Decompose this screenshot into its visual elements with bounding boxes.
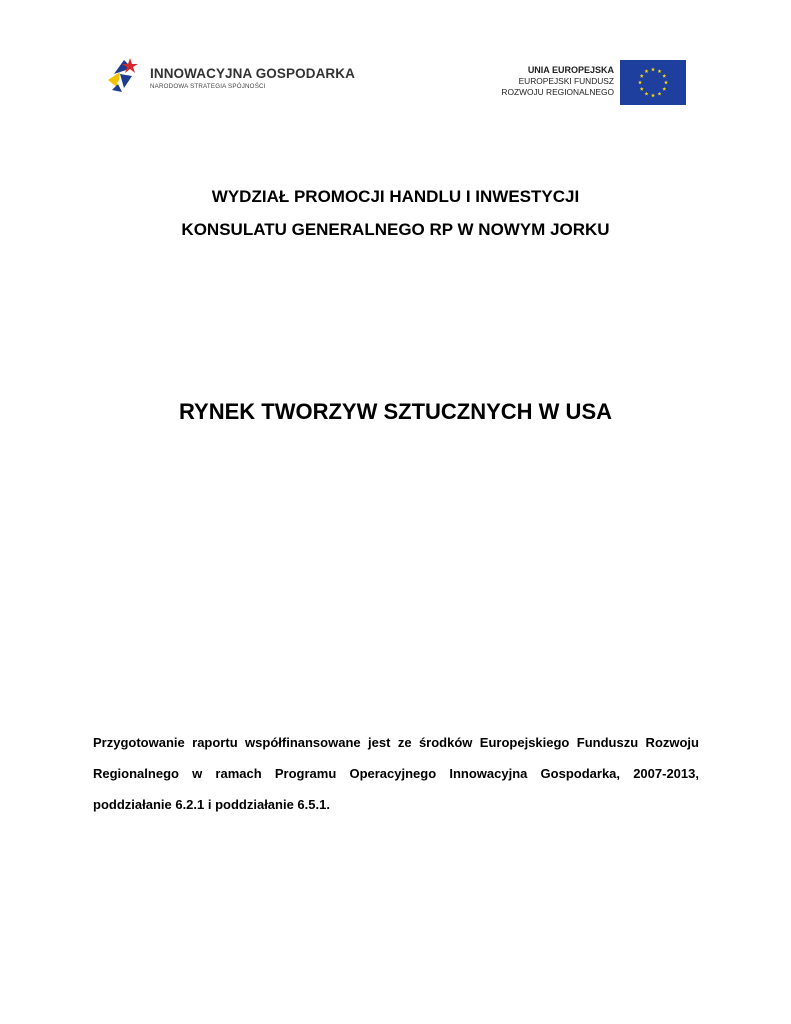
- funding-note: [93, 727, 699, 820]
- eu-fund-line1: EUROPEJSKI FUNDUSZ: [518, 76, 614, 86]
- program-name: INNOWACYJNA GOSPODARKA: [150, 66, 355, 81]
- document-title: RYNEK TWORZYW SZTUCZNYCH W USA: [178, 399, 613, 424]
- eu-logo: [490, 60, 690, 106]
- innowacyjna-gospodarka-logo: [106, 54, 356, 100]
- eu-name: UNIA EUROPEJSKA: [527, 65, 614, 75]
- innowacyjna-gospodarka-star-icon: [106, 54, 146, 100]
- program-subtitle: NARODOWA STRATEGIA SPÓJNOŚCI: [150, 83, 266, 90]
- eu-text-block: [501, 65, 614, 98]
- department-heading: WYDZIAŁ PROMOCJI HANDLU I INWESTYCJI: [211, 187, 580, 206]
- eu-fund-line2: ROZWOJU REGIONALNEGO: [501, 87, 614, 97]
- eu-flag-icon: [620, 60, 686, 105]
- funding-note-line: poddziałanie 6.2.1 i poddziałanie 6.5.1.: [93, 797, 330, 812]
- funding-note-line: Przygotowanie raportu współfinansowane jest ze środków Europejskiego Funduszu Rozwoju: [93, 735, 699, 750]
- consulate-heading: KONSULATU GENERALNEGO RP W NOWYM JORKU: [181, 220, 610, 239]
- funding-note-line: Regionalnego w ramach Programu Operacyjnego Innowacyjna Gospodarka, 2007-2013,: [93, 766, 699, 781]
